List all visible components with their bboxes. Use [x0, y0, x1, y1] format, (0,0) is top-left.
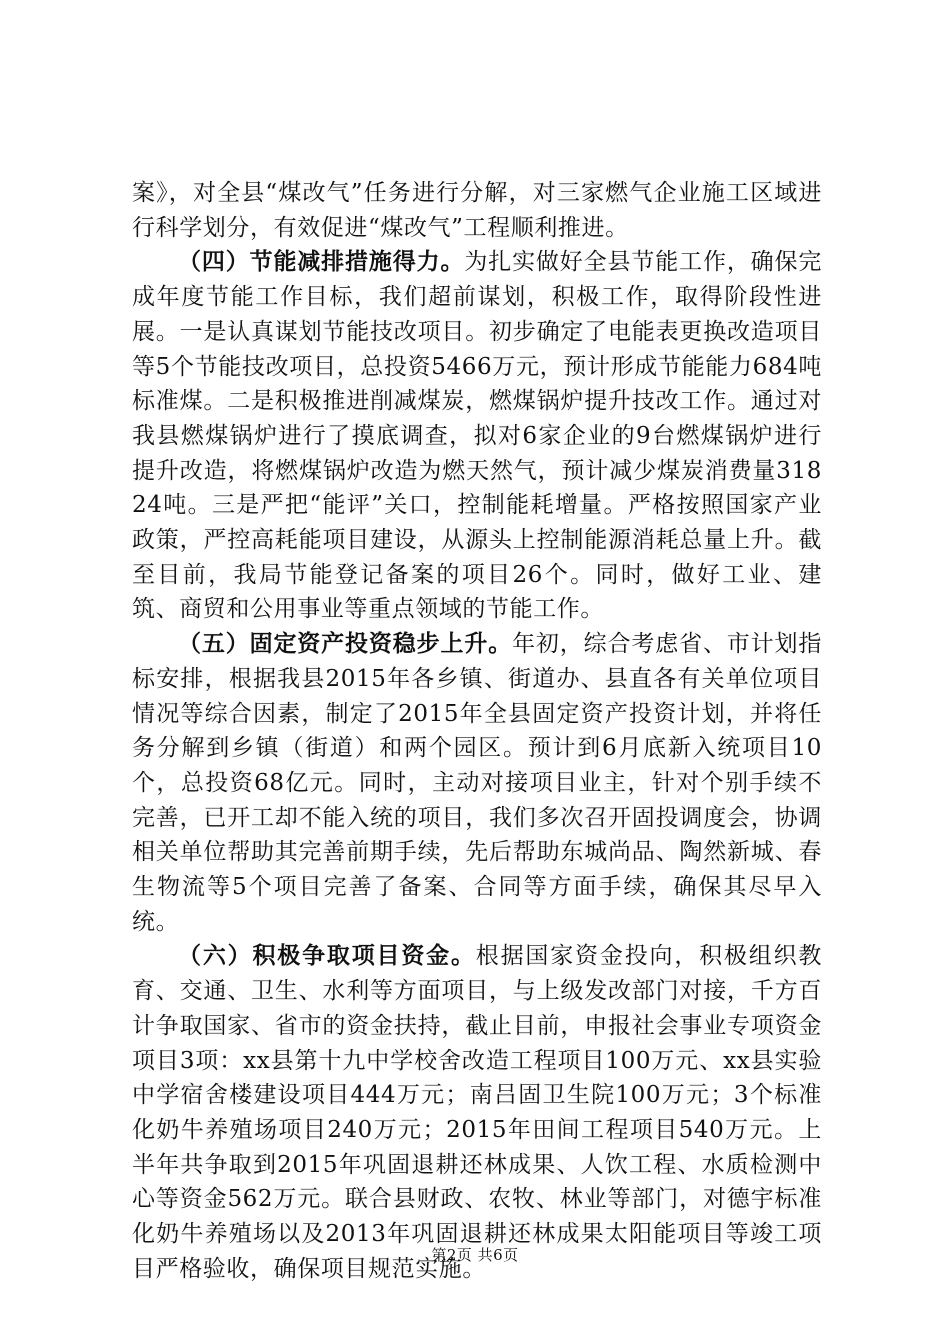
paragraph-text: 根据国家资金投向，积极组织教育、交通、卫生、水利等方面项目，与上级发改部门对接，千方百计争取国家、省市的资金扶持，截止目前，申报社会事业专项资金项目3项：xx县第十九中学校舍改造工程项目100万元、xx县实验中学宿舍楼建设项目444万元；南吕固卫生院100万元；3个标准化奶牛养殖场项目240万元；2015年田间工程项目540万元。上半年共争取到2015年巩固退耕还林成果、人饮工程、水质检测中心等资金562万元。联合县财政、农牧、林业等部门，对德宇标准化奶牛养殖场以及2013年巩固退耕还林成果太阳能项目等竣工项目严格验收，确保项目规范实施。 — [132, 943, 822, 1282]
section-heading: （六）积极争取项目资金。 — [178, 942, 476, 970]
page-footer — [0, 1244, 950, 1265]
paragraph-text: 案》，对全县“煤改气”任务进行分解，对三家燃气企业施工区域进行科学划分，有效促进“煤改气”工程顺利推进。 — [132, 180, 822, 241]
paragraph-energy-saving — [132, 245, 822, 627]
paragraph-text: 年初，综合考虑省、市计划指标安排，根据我县2015年各乡镇、街道办、县直各有关单位项目情况等综合因素，制定了2015年全县固定资产投资计划，并将任务分解到乡镇（街道）和两个园区。预计到6月底新入统项目10个，总投资68亿元。同时，主动对接项目业主，针对个别手续不完善，已开工却不能入统的项目，我们多次召开固投调度会，协调相关单位帮助其完善前期手续，先后帮助东城尚品、陶然新城、春生物流等5个项目完善了备案、合同等方面手续，确保其尽早入统。 — [132, 631, 822, 935]
paragraph-fixed-asset-investment — [132, 627, 822, 939]
section-heading: （四）节能减排措施得力。 — [178, 248, 465, 276]
paragraph-project-funding — [132, 939, 822, 1286]
page-number: 第2页 共6页 — [431, 1246, 519, 1264]
paragraph-text: 为扎实做好全县节能工作，确保完成年度节能工作目标，我们超前谋划，积极工作，取得阶段性进展。一是认真谋划节能技改项目。初步确定了电能表更换改造项目等5个节能技改项目，总投资5466万元，预计形成节能能力684吨标准煤。二是积极推进削减煤炭，燃煤锅炉提升技改工作。通过对我县燃煤锅炉进行了摸底调查，拟对6家企业的9台燃煤锅炉进行提升改造，将燃煤锅炉改造为燃天然气，预计减少煤炭消费量31824吨。三是严把“能评”关口，控制能耗增量。严格按照国家产业政策，严控高耗能项目建设，从源头上控制能源消耗总量上升。截至目前，我局节能登记备案的项目26个。同时，做好工业、建筑、商贸和公用事业等重点领域的节能工作。 — [132, 249, 823, 623]
paragraph-continuation — [132, 176, 822, 245]
section-heading: （五）固定资产投资稳步上升。 — [178, 630, 513, 658]
document-body — [132, 176, 822, 1287]
